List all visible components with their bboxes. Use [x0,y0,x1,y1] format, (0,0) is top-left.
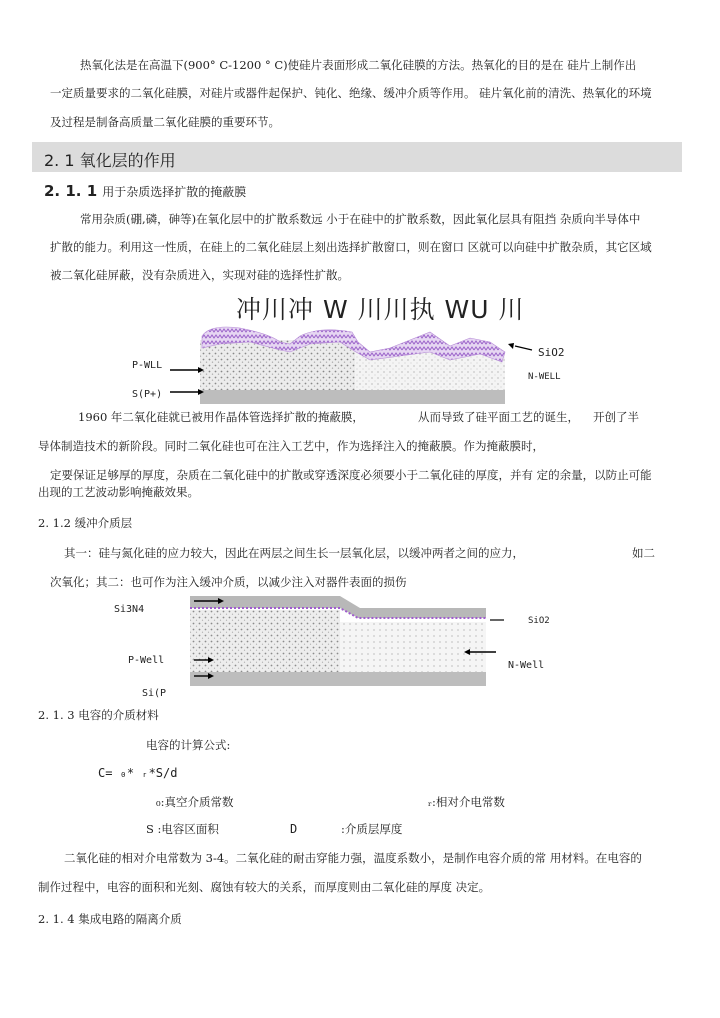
s211-after-line-1b: 从而导致了硅平面工艺的诞生， [418,410,579,424]
intro-line-2: 一定质量要求的二氧化硅膜，对硅片或器件起保护、钝化、绝缘、缓冲介质等作用。 硅片氧化前的清洗、热氧化的环境 [50,86,652,100]
section-number: 2. 1 [44,151,75,170]
s211-line-2: 扩散的能力。利用这一性质，在硅上的二氧化硅层上刻出选择扩散窗口，则在窗口 区就可以向硅中扩散杂质，其它区域 [50,240,652,254]
def-thickness: :介质层厚度 [341,822,403,836]
intro-line-1: 热氧化法是在高温下(900° C-1200 ° C)使硅片表面形成二氧化硅膜的方法。热氧化的目的是在 硅片上制作出 [80,58,637,72]
intro-line-3: 及过程是制备高质量二氧化硅膜的重要环节。 [50,115,280,129]
def-relative-permittivity: ᵣ:相对介电常数 [428,795,505,809]
label-n-well-2: N-Well [508,660,545,671]
subsection-heading-2-1-3: 2. 1. 3 电容的介质材料 [38,708,159,722]
subsection-heading-2-1-4: 2. 1. 4 集成电路的隔离介质 [38,912,182,926]
arrowhead-sio2 [508,343,514,349]
s212-line-1a: 其一：硅与氮化硅的应力较大，因此在两层之间生长一层氧化层，以缓冲两者之间的应力， [64,546,524,560]
def-area: S :电容区面积 [146,822,219,836]
label-si3n4: Si3N4 [114,604,145,615]
figure-2-diagram [180,592,510,692]
s211-after-line-3: 定要保证足够厚的厚度，杂质在二氧化硅中的扩散或穿透深度必须要小于二氧化硅的厚度，并有 定的余量，以防止可能 [50,468,652,482]
label-sio2: SiO2 [538,346,565,359]
s211-line-3: 被二氧化硅屏蔽，没有杂质进入，实现对硅的选择性扩散。 [50,268,349,282]
def-vacuum-permittivity: ₀:真空介质常数 [156,795,234,809]
s211-after-line-1c: 开创了半 [593,410,639,424]
label-p-well: P-WLL [132,360,163,371]
s212-line-1b: 如二 [632,546,655,560]
substrate-layer-2 [190,672,486,686]
subsection-heading-2-1-2: 2. 1.2 缓冲介质层 [38,516,133,530]
formula-intro: 电容的计算公式: [146,738,231,752]
p-well-region-2 [190,610,340,672]
s211-after-line-1a: 1960 年二氧化硅就已被用作晶体管选择扩散的掩蔽膜， [78,410,364,424]
substrate-layer [200,390,505,404]
n-well-region-2 [340,622,486,672]
heading-number: 2. 1. 1 [44,182,98,200]
figure-1-garbled-title: 冲川冲 W 川川执 WU 川 [236,295,525,324]
section-heading [44,148,176,171]
label-p-well-2: P-Well [128,655,165,666]
s211-line-1: 常用杂质(硼,磷，砷等)在氧化层中的扩散系数远 小于在硅中的扩散系数，因此氧化层具有阻挡 杂质向半导体中 [80,212,641,226]
s211-after-line-2: 导体制造技术的新阶段。同时二氧化硅也可在注入工艺中，作为选择注入的掩蔽膜。作为掩蔽膜时， [38,439,544,453]
label-sio2-2: SiO2 [528,616,550,626]
capacitance-formula: C= ₀* ᵣ*S/d [98,766,178,780]
label-si-p: Si(P [142,688,167,699]
section-title: 氧化层的作用 [79,151,176,170]
s212-line-2: 次氧化；其二：也可作为注入缓冲介质，以减少注入对器件表面的损伤 [50,575,407,589]
s211-after-line-4: 出现的工艺波动影响掩蔽效果。 [38,485,199,499]
s213-line-2: 制作过程中，电容的面积和光刻、腐蚀有较大的关系，而厚度则由二氧化硅的厚度 决定。 [38,880,491,894]
label-n-well: N-WELL [528,372,561,382]
label-s-p-plus: S(P+) [132,389,163,400]
arrow-sio2 [515,346,532,350]
subsection-heading-2-1-1 [44,181,246,200]
figure-1-diagram [130,322,610,412]
s213-line-1: 二氧化硅的相对介电常数为 3-4。二氧化硅的耐击穿能力强，温度系数小，是制作电容介质的常 用材料。在电容的 [64,851,642,865]
heading-text: 用于杂质选择扩散的掩蔽膜 [102,185,247,199]
def-d-symbol: D [290,822,298,836]
